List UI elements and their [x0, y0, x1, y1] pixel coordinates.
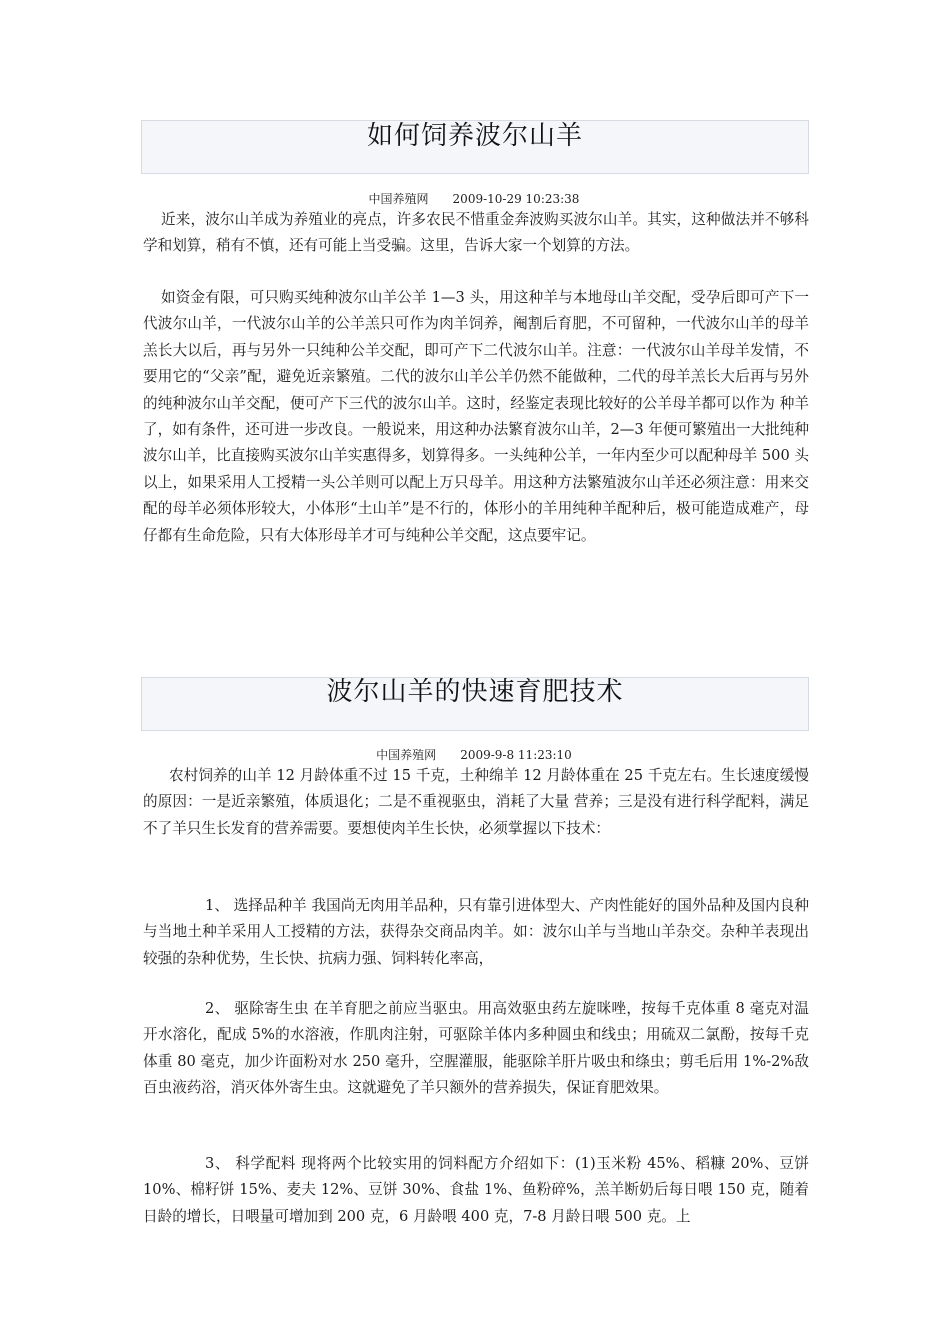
article-1-title-box	[141, 120, 809, 174]
article-2-paragraph-1: 农村饲养的山羊 12 月龄体重不过 15 千克，土种绵羊 12 月龄体重在 25 千克左右。生长速度缓慢的原因：一是近亲繁殖，体质退化；二是不重视驱虫，消耗了大量 营养；三是没有进行科学配料，满足不了羊只生长发育的营养需要。要想使肉羊生长快，必须掌握以下技术：	[143, 767, 809, 837]
article-1-paragraph-2: 如资金有限，可只购买纯种波尔山羊公羊 1—3 头，用这种羊与本地母山羊交配，受孕后即可产下一代波尔山羊，一代波尔山羊的公羊羔只可作为肉羊饲养，阉割后育肥，不可留种，一代波尔山羊的母羊羔长大以后，再与另外一只纯种公羊交配，即可产下二代波尔山羊。注意：一代波尔山羊母羊发情，不要用它的“父亲”配，避免近亲繁殖。二代的波尔山羊公羊仍然不能做种，二代的母羊羔长大后再与另外的纯种波尔山羊交配，便可产下三代的波尔山羊。这时，经鉴定表现比较好的公羊母羊都可以作为 种羊了，如有条件，还可进一步改良。一般说来，用这种办法繁育波尔山羊，2—3 年便可繁殖出一大批纯种波尔山羊，比直接购买波尔山羊实惠得多，划算得多。一头纯种公羊，一年内至少可以配种母羊 500 头以上，如果采用人工授精一头公羊则可以配上万只母羊。用这种方法繁殖波尔山羊还必须注意：用来交配的母羊必须体形较大，小体形“土山羊”是不行的，体形小的羊用纯种羊配种后，极可能造成难产，母仔都有生命危险，只有大体形母羊才可与纯种公羊交配，这点要牢记。	[143, 289, 809, 544]
article-2-paragraph-2: 1、 选择品种羊 我国尚无肉用羊品种，只有靠引进体型大、产肉性能好的国外品种及国内良种与当地土种羊采用人工授精的方法，获得杂交商品肉羊。如：波尔山羊与当地山羊杂交。杂种羊表现出较强的杂种优势，生长快、抗病力强、饲料转化率高，	[143, 897, 809, 967]
article-1-meta	[141, 190, 807, 207]
article-2-source: 中国养殖网	[376, 748, 437, 762]
article-2-title: 波尔山羊的快速育肥技术	[326, 677, 624, 707]
article-1-source: 中国养殖网	[368, 192, 429, 206]
article-2-meta	[141, 746, 807, 763]
article-2-paragraph-4: 3、 科学配料 现将两个比较实用的饲料配方介绍如下：(1)玉米粉 45%、稻糠 20%、豆饼 10%、棉籽饼 15%、麦夫 12%、豆饼 30%、食盐 1%、鱼粉碎%，羔羊断奶后每日喂 150 克，随着日龄的增长，日喂量可增加到 200 克，6 月龄喂 400 克，7-8 月龄日喂 500 克。上	[143, 1155, 809, 1225]
article-1-datetime: 2009-10-29 10:23:38	[452, 192, 580, 206]
article-1-paragraph-1: 近来，波尔山羊成为养殖业的亮点，许多农民不惜重金奔波购买波尔山羊。其实，这种做法并不够科学和划算，稍有不慎，还有可能上当受骗。这里，告诉大家一个划算的方法。	[143, 211, 809, 255]
article-2-title-box	[141, 677, 809, 731]
article-2-datetime: 2009-9-8 11:23:10	[460, 748, 572, 762]
article-2-paragraph-3: 2、 驱除寄生虫 在羊育肥之前应当驱虫。用高效驱虫药左旋咪唑，按每千克体重 8 毫克对温开水溶化，配成 5%的水溶液，作肌肉注射，可驱除羊体内多种圆虫和线虫；用硫双二氯酚，按每千克体重 80 毫克，加少许面粉对水 250 毫升，空腥灌服，能驱除羊肝片吸虫和绦虫；剪毛后用 1%-2%敌百虫液药浴，消灭体外寄生虫。这就避免了羊只额外的营养损失，保证育肥效果。	[143, 1000, 809, 1097]
article-1-title: 如何饲养波尔山羊	[366, 121, 583, 151]
